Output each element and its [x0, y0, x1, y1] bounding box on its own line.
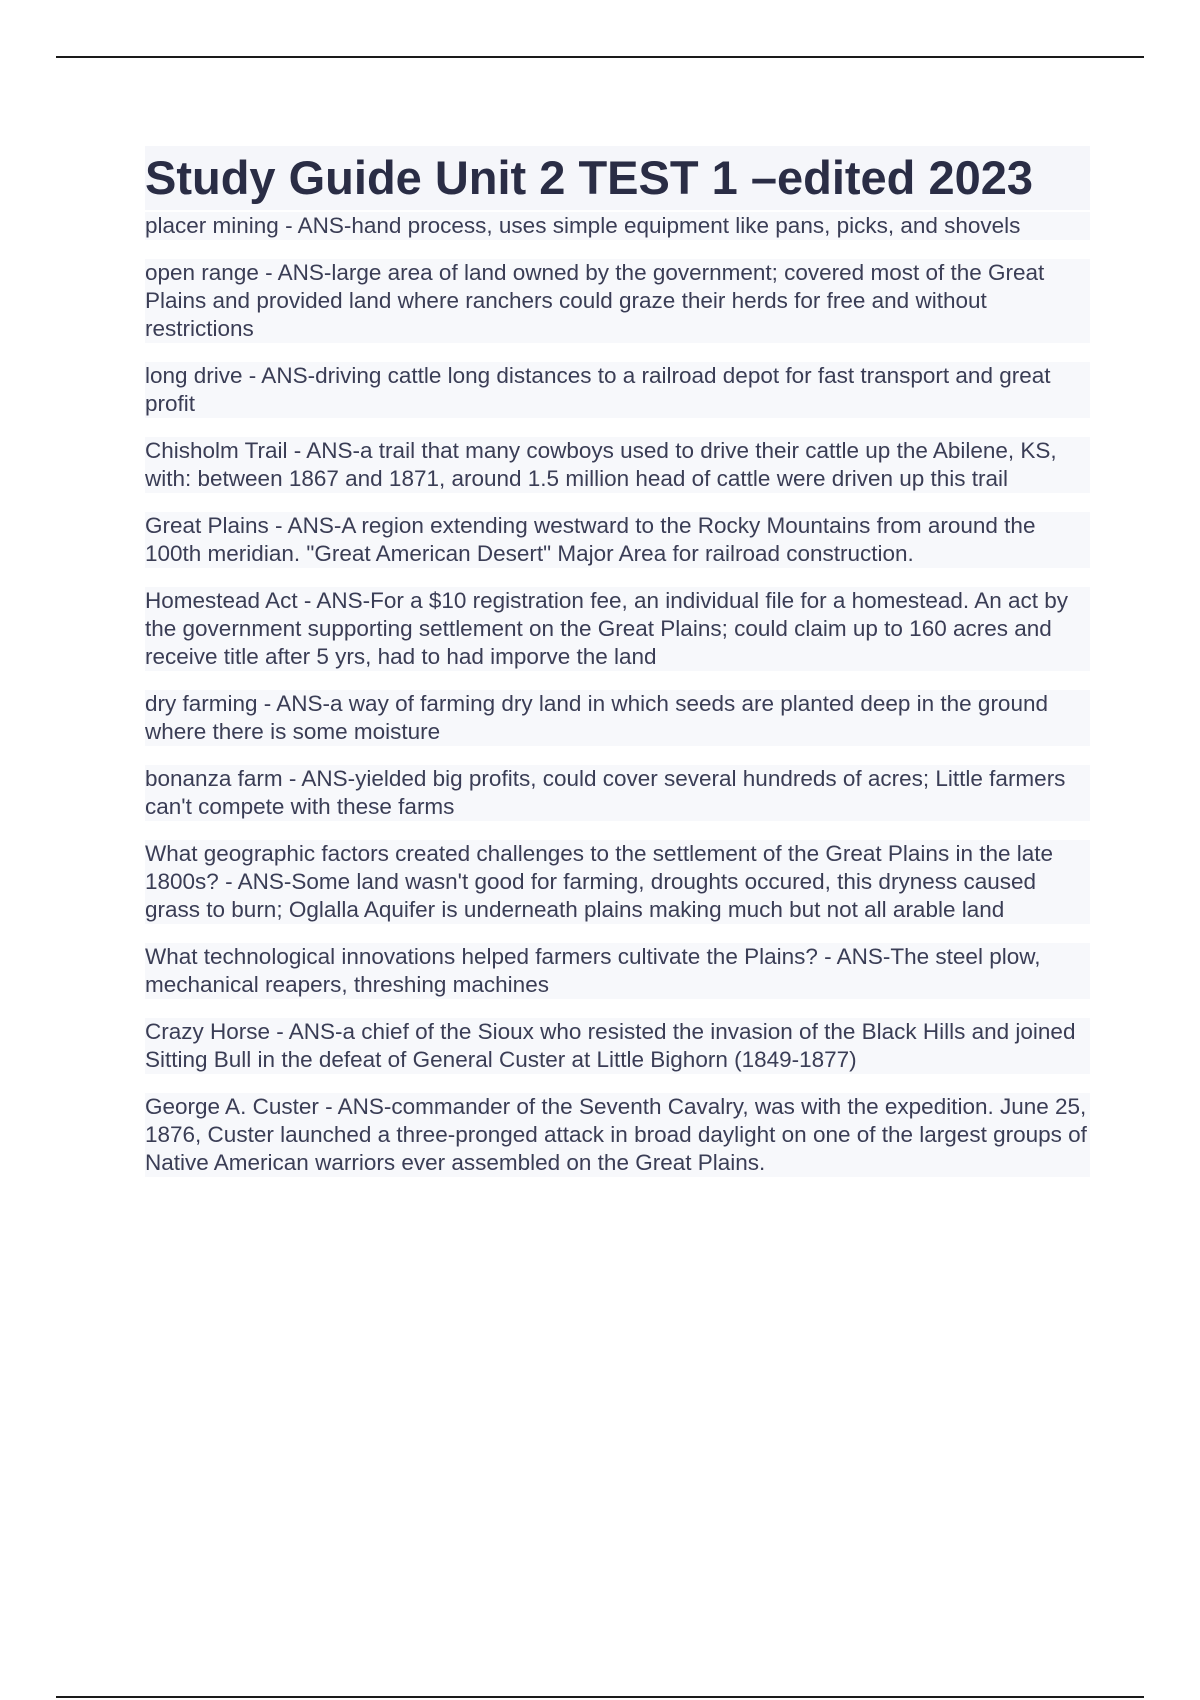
entry-crazy-horse: Crazy Horse - ANS-a chief of the Sioux who resisted the invasion of the Black Hills and joined Sitting Bull in the defeat of General Custer at Little Bighorn (1849-1877) [145, 1018, 1090, 1074]
entry-open-range: open range - ANS-large area of land owned by the government; covered most of the Great Plains and provided land where ranchers could graze their herds for free and without restrictions [145, 259, 1090, 343]
document-body [145, 146, 1090, 1196]
entry-dry-farming: dry farming - ANS-a way of farming dry land in which seeds are planted deep in the ground where there is some moisture [145, 690, 1090, 746]
footer-rule [56, 1696, 1144, 1698]
entry-placer-mining: placer mining - ANS-hand process, uses simple equipment like pans, picks, and shovels [145, 212, 1090, 240]
entry-great-plains: Great Plains - ANS-A region extending westward to the Rocky Mountains from around the 100th meridian. "Great American Desert" Major Area for railroad construction. [145, 512, 1090, 568]
entry-george-custer: George A. Custer - ANS-commander of the Seventh Cavalry, was with the expedition. June 25, 1876, Custer launched a three-pronged attack in broad daylight on one of the largest groups of Native American warriors ever assembled on the Great Plains. [145, 1093, 1090, 1177]
entry-bonanza-farm: bonanza farm - ANS-yielded big profits, could cover several hundreds of acres; Little farmers can't compete with these farms [145, 765, 1090, 821]
entry-geographic-factors: What geographic factors created challenges to the settlement of the Great Plains in the late 1800s? - ANS-Some land wasn't good for farming, droughts occured, this dryness caused grass to burn; Oglalla Aquifer is underneath plains making much but not all arable land [145, 840, 1090, 924]
entry-long-drive: long drive - ANS-driving cattle long distances to a railroad depot for fast transport and great profit [145, 362, 1090, 418]
page-title: Study Guide Unit 2 TEST 1 –edited 2023 [145, 146, 1090, 210]
entry-chisholm-trail: Chisholm Trail - ANS-a trail that many cowboys used to drive their cattle up the Abilene, KS, with: between 1867 and 1871, around 1.5 million head of cattle were driven up this trail [145, 437, 1090, 493]
entry-technological-innovations: What technological innovations helped farmers cultivate the Plains? - ANS-The steel plow, mechanical reapers, threshing machines [145, 943, 1090, 999]
header-rule [56, 56, 1144, 58]
entry-homestead-act: Homestead Act - ANS-For a $10 registration fee, an individual file for a homestead. An act by the government supporting settlement on the Great Plains; could claim up to 160 acres and receive title after 5 yrs, had to had imporve the land [145, 587, 1090, 671]
